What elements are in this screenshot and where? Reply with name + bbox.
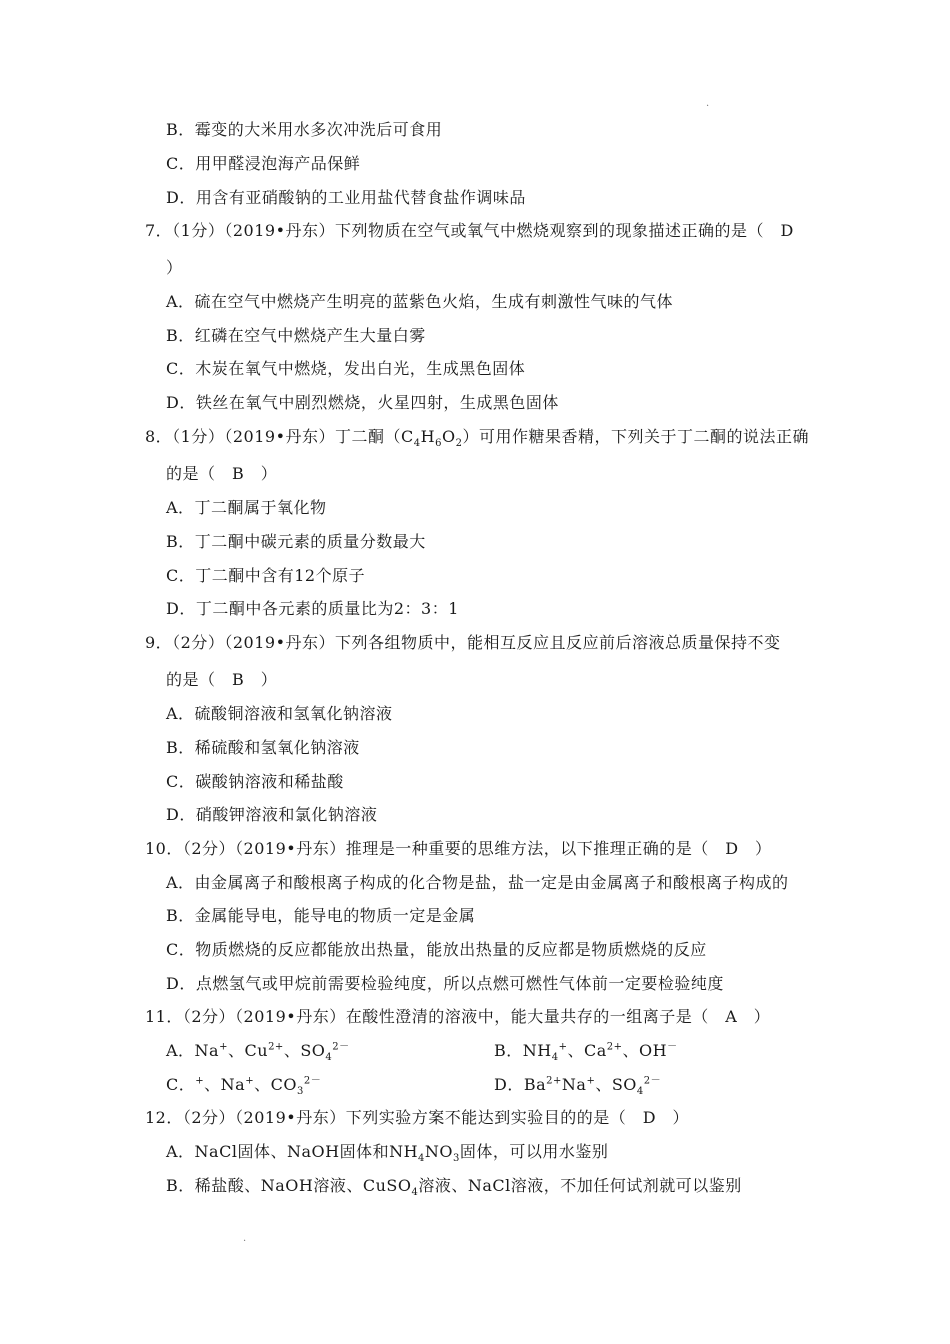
q11-stem: 11．（2分）（2019•丹东）在酸性澄清的溶液中，能大量共存的一组离子是（ A ） — [145, 1007, 771, 1026]
q8-stem-post: ）可用作糖果香精，下列关于丁二酮的说法正确 — [462, 427, 809, 446]
q8-stem-line2: 的是（ B ） — [166, 464, 278, 483]
q11-option-a — [166, 1041, 350, 1064]
q8-option-a: A．丁二酮属于氧化物 — [166, 498, 327, 517]
q11-a-pre: A．Na — [166, 1041, 220, 1060]
q7-stem-line1: 7．（1分）（2019•丹东）下列物质在空气或氧气中燃烧观察到的现象描述正确的是（ D — [145, 221, 794, 240]
q8-formula-h-count: 6 — [435, 438, 442, 450]
q8-stem-pre: 8．（1分）（2019•丹东）丁二酮（C — [145, 427, 414, 446]
q11-c-charge-3: 2－ — [303, 1075, 322, 1087]
q11-c-mid: 、Na — [204, 1075, 246, 1094]
q9-option-d: D．硝酸钾溶液和氯化钠溶液 — [166, 805, 378, 824]
q12-a-sub2: 3 — [453, 1153, 460, 1165]
q11-b-sub: 4 — [551, 1052, 559, 1064]
q12-a-pre: A．NaCl固体、NaOH固体和NH — [166, 1142, 419, 1161]
q10-option-a: A．由金属离子和酸根离子构成的化合物是盐，盐一定是由金属离子和酸根离子构成的 — [166, 873, 789, 892]
q8-stem-line1 — [145, 427, 809, 450]
q10-option-c: C．物质燃烧的反应都能放出热量，能放出热量的反应都是物质燃烧的反应 — [166, 940, 707, 959]
q11-option-d — [494, 1075, 662, 1098]
q11-b-pre: B．NH — [494, 1041, 552, 1060]
q11-a-sub: 4 — [325, 1052, 333, 1064]
q11-d-mid2: 、SO — [595, 1075, 637, 1094]
q6-option-d: D．用含有亚硝酸钠的工业用盐代替食盐作调味品 — [166, 188, 526, 207]
q11-d-charge-1: 2+ — [546, 1075, 562, 1087]
q12-b-post: 溶液、NaCl溶液，不加任何试剂就可以鉴别 — [418, 1176, 742, 1195]
q12-b-sub: 4 — [411, 1187, 419, 1199]
q11-b-charge-1: + — [558, 1041, 568, 1053]
q11-a-charge-1: + — [219, 1041, 228, 1053]
q11-option-c — [166, 1075, 322, 1098]
q11-d-sub: 4 — [636, 1086, 644, 1098]
scan-mark: . — [243, 1233, 247, 1244]
q11-b-charge-3: － — [667, 1041, 678, 1053]
q11-a-mid2: 、SO — [283, 1041, 326, 1060]
q9-option-b: B．稀硫酸和氢氧化钠溶液 — [166, 738, 360, 757]
q7-stem-line2: ） — [166, 258, 183, 277]
q11-c-sub: 3 — [296, 1086, 304, 1098]
q8-formula-o-count: 2 — [455, 438, 463, 450]
q7-option-b: B．红磷在空气中燃烧产生大量白雾 — [166, 326, 426, 345]
q8-formula-c-count: 4 — [413, 438, 421, 450]
q8-formula-h: H — [420, 427, 436, 446]
q12-a-post: 固体，可以用水鉴别 — [459, 1142, 609, 1161]
q11-c-charge-1: + — [195, 1075, 205, 1087]
q11-a-charge-3: 2－ — [332, 1041, 350, 1053]
q11-d-pre: D．Ba — [494, 1075, 547, 1094]
scan-mark: . — [706, 98, 710, 109]
q11-c-mid2: 、CO — [254, 1075, 297, 1094]
q9-option-a: A．硫酸铜溶液和氢氧化钠溶液 — [166, 704, 393, 723]
q6-option-c: C．用甲醛浸泡海产品保鲜 — [166, 154, 361, 173]
q11-d-charge-3: 2－ — [643, 1075, 662, 1087]
q12-b-pre: B．稀盐酸、NaOH溶液、CuSO — [166, 1176, 412, 1195]
q11-c-charge-2: + — [245, 1075, 255, 1087]
q11-b-mid: 、Ca — [567, 1041, 607, 1060]
q11-d-charge-2: + — [586, 1075, 596, 1087]
q9-stem-line1: 9．（2分）（2019•丹东）下列各组物质中，能相互反应且反应前后溶液总质量保持不变 — [145, 633, 781, 652]
q8-option-d: D．丁二酮中各元素的质量比为2：3：1 — [166, 599, 459, 618]
q6-option-b: B．霉变的大米用水多次冲洗后可食用 — [166, 120, 443, 139]
q9-stem-line2: 的是（ B ） — [166, 670, 278, 689]
q7-option-a: A．硫在空气中燃烧产生明亮的蓝紫色火焰，生成有刺激性气味的气体 — [166, 292, 674, 311]
q10-option-d: D．点燃氢气或甲烷前需要检验纯度，所以点燃可燃性气体前一定要检验纯度 — [166, 974, 724, 993]
q10-stem: 10．（2分）（2019•丹东）推理是一种重要的思维方法，以下推理正确的是（ D ） — [145, 839, 772, 858]
q11-a-mid: 、Cu — [228, 1041, 269, 1060]
q10-option-b: B．金属能导电，能导电的物质一定是金属 — [166, 906, 476, 925]
q11-b-mid2: 、OH — [622, 1041, 668, 1060]
q12-a-sub1: 4 — [418, 1153, 425, 1165]
q12-stem: 12．（2分）（2019•丹东）下列实验方案不能达到实验目的的是（ D ） — [145, 1108, 690, 1127]
q12-option-a — [166, 1142, 609, 1165]
q11-c-pre: C． — [166, 1075, 196, 1094]
q9-option-c: C．碳酸钠溶液和稀盐酸 — [166, 772, 344, 791]
q8-option-b: B．丁二酮中碳元素的质量分数最大 — [166, 532, 426, 551]
q11-b-charge-2: 2+ — [606, 1041, 623, 1053]
q8-formula-o: O — [441, 427, 456, 446]
q11-d-mid: Na — [561, 1075, 587, 1094]
q7-option-d: D．铁丝在氧气中剧烈燃烧，火星四射，生成黑色固体 — [166, 393, 559, 412]
q8-option-c: C．丁二酮中含有12个原子 — [166, 566, 366, 585]
q12-a-mid: NO — [424, 1142, 454, 1161]
q12-option-b — [166, 1176, 742, 1199]
q11-option-b — [494, 1041, 678, 1064]
q11-a-charge-2: 2+ — [268, 1041, 284, 1053]
q7-option-c: C．木炭在氧气中燃烧，发出白光，生成黑色固体 — [166, 359, 526, 378]
